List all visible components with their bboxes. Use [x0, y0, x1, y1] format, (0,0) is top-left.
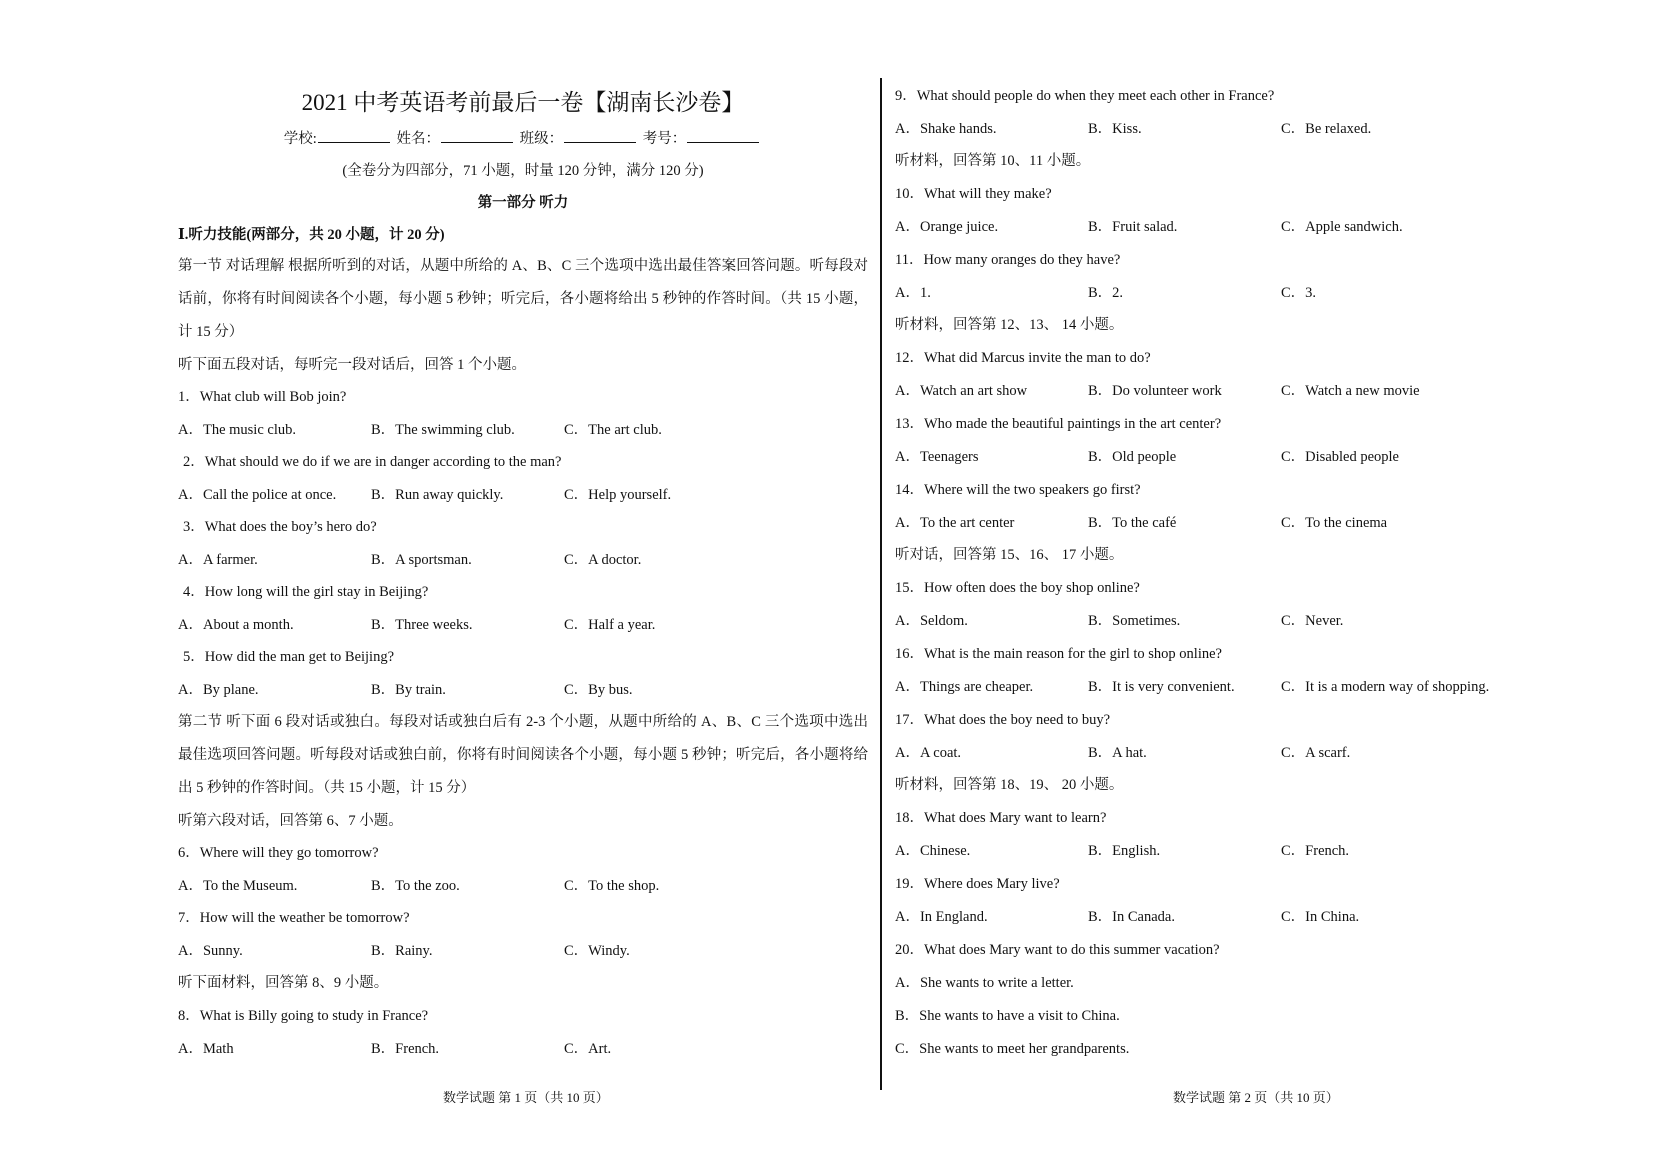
class-blank[interactable]	[564, 130, 636, 143]
q1-option-c: C．The art club.	[564, 422, 662, 438]
q14-option-b: B．To the café	[1088, 515, 1177, 531]
q3-option-a: A．A farmer.	[178, 552, 258, 568]
section1-direction: 听下面五段对话，每听完一段对话后，回答 1 个小题。	[178, 357, 526, 373]
section2-direction-10-11: 听材料，回答第 10、11 小题。	[895, 153, 1091, 169]
q16-option-c: C．It is a modern way of shopping.	[1281, 679, 1490, 695]
section1-instructions: 第一节 对话理解 根据所听到的对话，从题中所给的 A、B、C 三个选项中选出最佳答案回答问题。听每段对话前，你将有时间阅读各个小题，每小题 5 秒钟；听完后，各小题将给出 5 秒钟的作答时间。（共 15 小题，计 15 分）	[178, 258, 868, 340]
question-stem-4: 4．How long will the girl stay in Beijing?	[183, 584, 429, 600]
q19-option-a: A．In England.	[895, 909, 988, 925]
part-title: 第一部分 听力	[477, 195, 569, 211]
exam-title: 2021 中考英语考前最后一卷【湖南长沙卷】	[301, 90, 745, 115]
q4-option-c: C．Half a year.	[564, 617, 656, 633]
q20-option-b: B．She wants to have a visit to China.	[895, 1008, 1120, 1024]
q10-option-c: C．Apple sandwich.	[1281, 219, 1403, 235]
question-stem-15: 15．How often does the boy shop online?	[895, 580, 1140, 596]
q12-option-a: A．Watch an art show	[895, 383, 1028, 399]
q11-option-c: C．3.	[1281, 285, 1317, 301]
class-label: 班级：	[519, 131, 564, 147]
q18-option-a: A．Chinese.	[895, 843, 971, 859]
q11-option-b: B．2.	[1088, 285, 1124, 301]
q9-option-b: B．Kiss.	[1088, 121, 1142, 137]
q20-option-c: C．She wants to meet her grandparents.	[895, 1041, 1130, 1057]
q12-option-b: B．Do volunteer work	[1088, 383, 1222, 399]
exam-number-blank[interactable]	[687, 130, 759, 143]
q9-option-a: A．Shake hands.	[895, 121, 997, 137]
question-stem-8: 8．What is Billy going to study in France?	[178, 1008, 429, 1024]
q13-option-a: A．Teenagers	[895, 449, 979, 465]
q20-option-a: A．She wants to write a letter.	[895, 975, 1074, 991]
q4-option-b: B．Three weeks.	[371, 617, 473, 633]
q11-option-a: A．1.	[895, 285, 931, 301]
question-stem-19: 19．Where does Mary live?	[895, 876, 1060, 892]
section2-direction-6-7: 听第六段对话，回答第 6、7 小题。	[178, 813, 403, 829]
exam-number-label: 考号：	[642, 131, 687, 147]
q7-option-c: C．Windy.	[564, 943, 630, 959]
q18-option-c: C．French.	[1281, 843, 1350, 859]
question-stem-20: 20．What does Mary want to do this summer vacation?	[895, 942, 1220, 958]
q8-option-b: B．French.	[371, 1041, 440, 1057]
column-divider	[880, 78, 882, 1090]
question-stem-5: 5．How did the man get to Beijing?	[183, 649, 395, 665]
question-stem-7: 7．How will the weather be tomorrow?	[178, 910, 410, 926]
q15-option-a: A．Seldom.	[895, 613, 968, 629]
question-stem-17: 17．What does the boy need to buy?	[895, 712, 1111, 728]
q14-option-a: A．To the art center	[895, 515, 1015, 531]
student-info-fields	[178, 130, 868, 148]
question-stem-13: 13．Who made the beautiful paintings in the art center?	[895, 416, 1222, 432]
question-stem-2: 2．What should we do if we are in danger according to the man?	[183, 454, 562, 470]
question-stem-14: 14．Where will the two speakers go first?	[895, 482, 1141, 498]
question-stem-18: 18．What does Mary want to learn?	[895, 810, 1107, 826]
question-stem-12: 12．What did Marcus invite the man to do?	[895, 350, 1151, 366]
q17-option-b: B．A hat.	[1088, 745, 1147, 761]
section2-direction-15-17: 听对话，回答第 15、16、 17 小题。	[895, 547, 1124, 563]
section2-direction-12-14: 听材料，回答第 12、13、 14 小题。	[895, 317, 1124, 333]
section2-instructions: 第二节 听下面 6 段对话或独白。每段对话或独白后有 2-3 个小题，从题中所给的 A、B、C 三个选项中选出最佳选项回答问题。听每段对话或独白前，你将有时间阅读各个小题，每小题 5 秒钟；听完后，各小题将给出 5 秒钟的作答时间。（共 15 小题，计 15 分）	[178, 714, 868, 796]
q5-option-b: B．By train.	[371, 682, 446, 698]
question-stem-16: 16．What is the main reason for the girl to shop online?	[895, 646, 1222, 662]
section2-direction-18-20: 听材料，回答第 18、19、 20 小题。	[895, 777, 1124, 793]
page-footer-2: 数学试题 第 2 页（共 10 页）	[1173, 1090, 1339, 1105]
q10-option-b: B．Fruit salad.	[1088, 219, 1178, 235]
q8-option-a: A．Math	[178, 1041, 234, 1057]
q6-option-c: C．To the shop.	[564, 878, 660, 894]
q8-option-c: C．Art.	[564, 1041, 612, 1057]
q19-option-b: B．In Canada.	[1088, 909, 1175, 925]
q2-option-a: A．Call the police at once.	[178, 487, 337, 503]
q10-option-a: A．Orange juice.	[895, 219, 999, 235]
question-stem-6: 6．Where will they go tomorrow?	[178, 845, 379, 861]
name-label: 姓名：	[396, 131, 440, 147]
question-stem-1: 1．What club will Bob join?	[178, 389, 347, 405]
q9-option-c: C．Be relaxed.	[1281, 121, 1372, 137]
q3-option-b: B．A sportsman.	[371, 552, 472, 568]
q16-option-b: B．It is very convenient.	[1088, 679, 1235, 695]
section2-direction-8-9: 听下面材料，回答第 8、9 小题。	[178, 975, 389, 991]
q1-option-a: A．The music club.	[178, 422, 296, 438]
page-footer-1: 数学试题 第 1 页（共 10 页）	[443, 1090, 609, 1105]
q1-option-b: B．The swimming club.	[371, 422, 515, 438]
question-stem-10: 10．What will they make?	[895, 186, 1052, 202]
school-label: 学校:	[283, 131, 317, 147]
q5-option-c: C．By bus.	[564, 682, 633, 698]
exam-note: (全卷分为四部分，71 小题，时量 120 分钟，满分 120 分)	[342, 163, 704, 179]
q6-option-a: A．To the Museum.	[178, 878, 298, 894]
q2-option-c: C．Help yourself.	[564, 487, 672, 503]
q14-option-c: C．To the cinema	[1281, 515, 1388, 531]
section-title: Ⅰ.听力技能(两部分，共 20 小题，计 20 分)	[178, 227, 445, 243]
q16-option-a: A．Things are cheaper.	[895, 679, 1034, 695]
q13-option-c: C．Disabled people	[1281, 449, 1399, 465]
q5-option-a: A．By plane.	[178, 682, 259, 698]
question-stem-3: 3．What does the boy’s hero do?	[183, 519, 377, 535]
q17-option-a: A．A coat.	[895, 745, 962, 761]
q15-option-b: B．Sometimes.	[1088, 613, 1181, 629]
q7-option-b: B．Rainy.	[371, 943, 433, 959]
q12-option-c: C．Watch a new movie	[1281, 383, 1420, 399]
q3-option-c: C．A doctor.	[564, 552, 642, 568]
question-stem-11: 11．How many oranges do they have?	[895, 252, 1121, 268]
name-blank[interactable]	[441, 130, 513, 143]
q17-option-c: C．A scarf.	[1281, 745, 1351, 761]
school-blank[interactable]	[318, 130, 390, 143]
q18-option-b: B．English.	[1088, 843, 1161, 859]
q19-option-c: C．In China.	[1281, 909, 1360, 925]
question-stem-9: 9．What should people do when they meet each other in France?	[895, 88, 1275, 104]
q7-option-a: A．Sunny.	[178, 943, 243, 959]
q4-option-a: A．About a month.	[178, 617, 294, 633]
q6-option-b: B．To the zoo.	[371, 878, 460, 894]
q13-option-b: B．Old people	[1088, 449, 1177, 465]
q2-option-b: B．Run away quickly.	[371, 487, 504, 503]
q15-option-c: C．Never.	[1281, 613, 1344, 629]
